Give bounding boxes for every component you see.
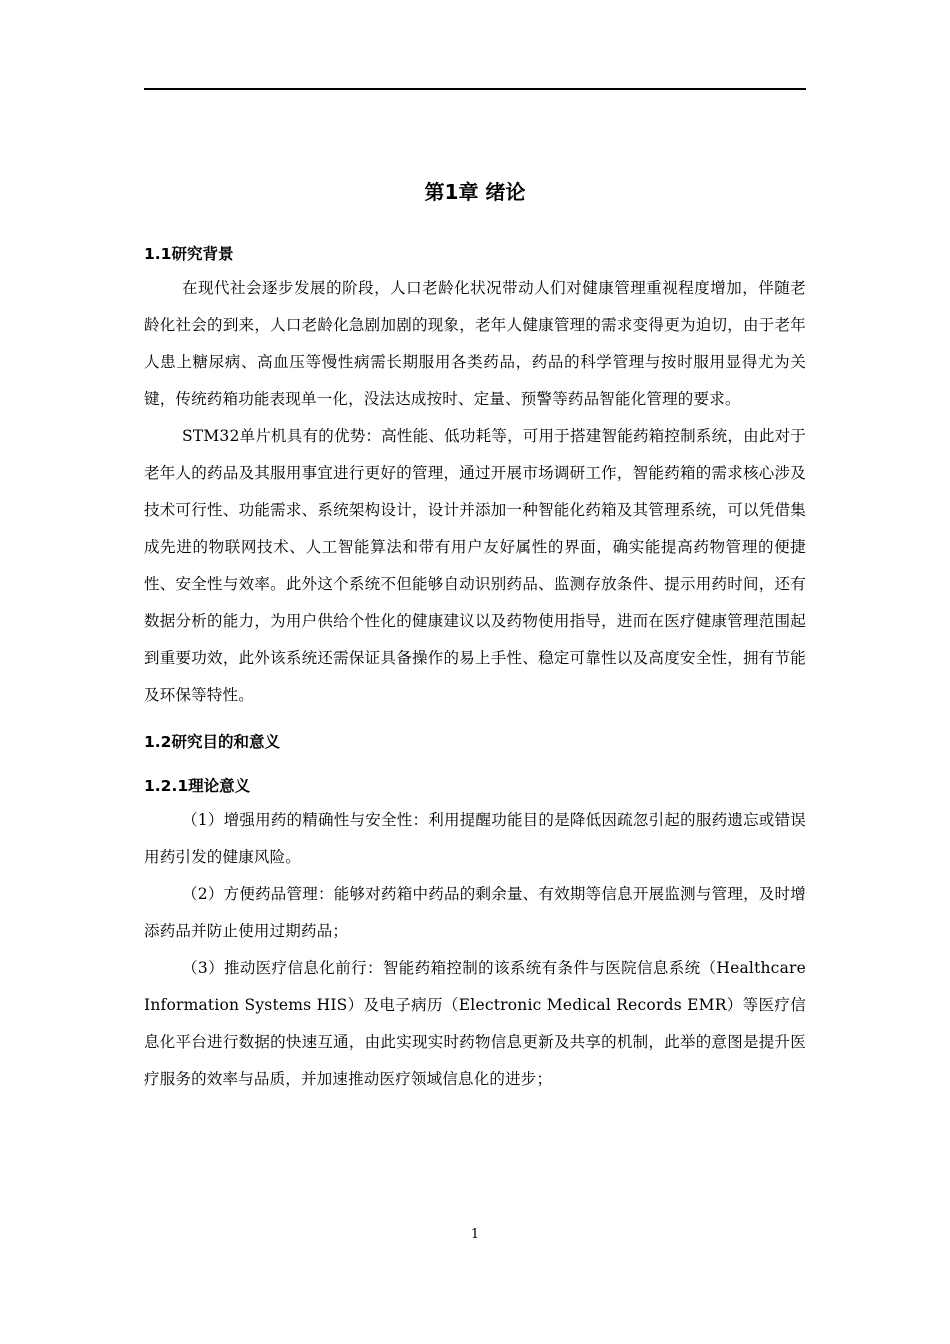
header-rule xyxy=(144,88,806,90)
paragraph-1-1-b: STM32单片机具有的优势：高性能、低功耗等，可用于搭建智能药箱控制系统，由此对于老年人的药品及其服用事宜进行更好的管理，通过开展市场调研工作，智能药箱的需求核心涉及技术可行性、功能需求、系统架构设计，设计并添加一种智能化药箱及其管理系统，可以凭借集成先进的物联网技术、人工智能算法和带有用户友好属性的界面，确实能提高药物管理的便捷性、安全性与效率。此外这个系统不但能够自动识别药品、监测存放条件、提示用药时间，还有数据分析的能力，为用户供给个性化的健康建议以及药物使用指导，进而在医疗健康管理范围起到重要功效，此外该系统还需保证具备操作的易上手性、稳定可靠性以及高度安全性，拥有节能及环保等特性。 xyxy=(144,427,806,704)
section-heading-1-2-1: 1.2.1理论意义 xyxy=(144,777,251,795)
page-number: 1 xyxy=(470,1227,480,1242)
paragraph-1-1-a: 在现代社会逐步发展的阶段，人口老龄化状况带动人们对健康管理重视程度增加，伴随老龄化社会的到来，人口老龄化急剧加剧的现象，老年人健康管理的需求变得更为迫切，由于老年人患上糖尿病、高血压等慢性病需长期服用各类药品，药品的科学管理与按时服用显得尤为关键，传统药箱功能表现单一化，没法达成按时、定量、预警等药品智能化管理的要求。 xyxy=(144,279,806,408)
paragraph-1-2-1-c: （3）推动医疗信息化前行：智能药箱控制的该系统有条件与医院信息系统（Healthcare Information Systems HIS）及电子病历（Electronic Medical Records EMR）等医疗信息化平台进行数据的快速互通，由此实现实时药物信息更新及共享的机制，此举的意图是提升医疗服务的效率与品质，并加速推动医疗领域信息化的进步； xyxy=(144,959,806,1088)
paragraph-1-2-1-a: （1）增强用药的精确性与安全性：利用提醒功能目的是降低因疏忽引起的服药遗忘或错误用药引发的健康风险。 xyxy=(144,811,806,866)
chapter-title: 第1章 绪论 xyxy=(424,180,526,204)
body-text xyxy=(144,238,806,1098)
section-heading-1-1: 1.1研究背景 xyxy=(144,245,234,263)
section-heading-1-2: 1.2研究目的和意义 xyxy=(144,733,280,751)
paragraph-1-2-1-b: （2）方便药品管理：能够对药箱中药品的剩余量、有效期等信息开展监测与管理，及时增添药品并防止使用过期药品； xyxy=(144,885,806,940)
